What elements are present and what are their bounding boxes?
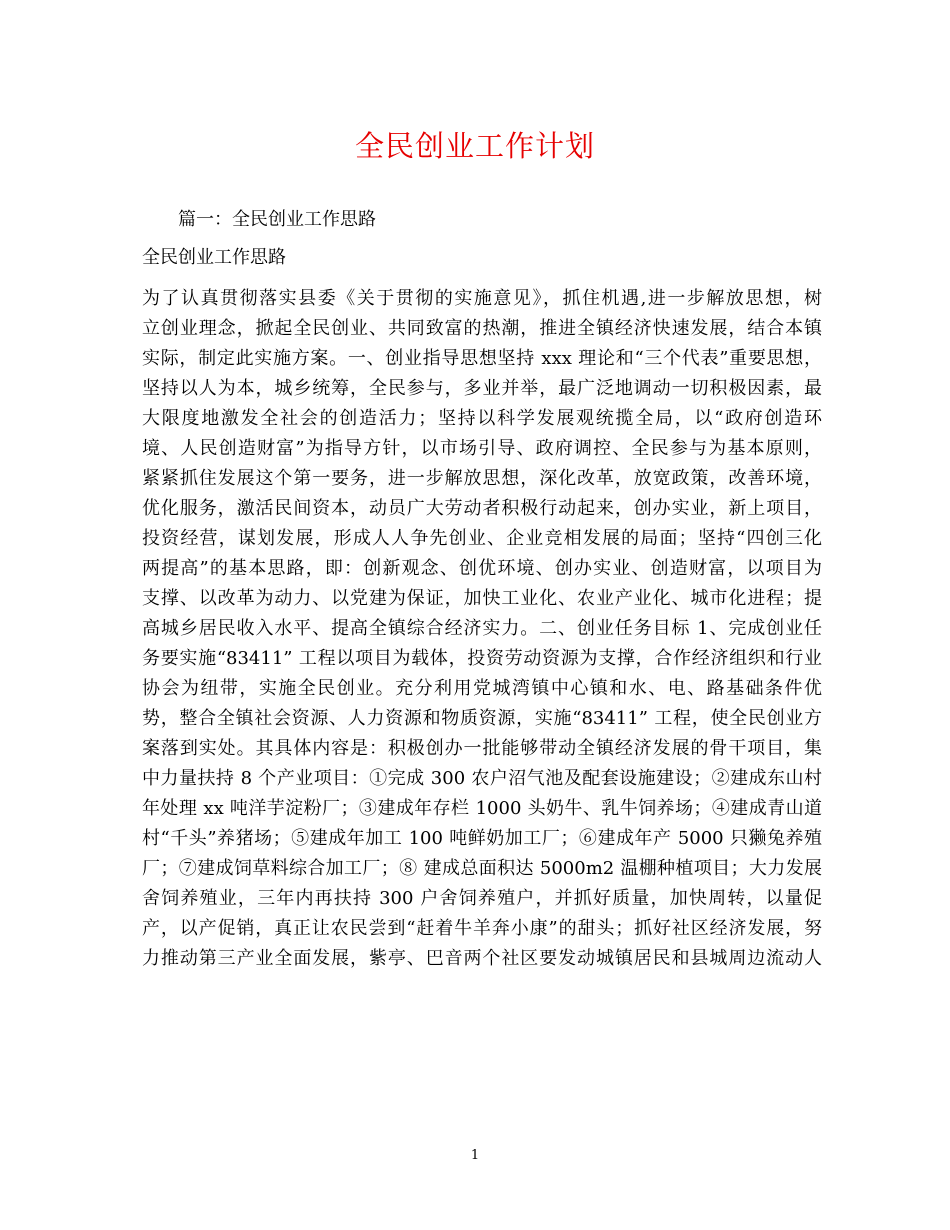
body-line: 立创业理念，掀起全民创业、共同致富的热潮，推进全镇经济快速发展，结合本镇 (142, 318, 822, 339)
body-line: 大限度地激发全社会的创造活力；坚持以科学发展观统揽全局，以“政府创造环 (142, 408, 822, 429)
body-line: 务要实施“83411” 工程以项目为载体，投资劳动资源为支撑，合作经济组织和行业 (142, 648, 822, 669)
page-number: 1 (470, 1148, 480, 1163)
body-line: 紧紧抓住发展这个第一要务，进一步解放思想，深化改革，放宽政策，改善环境， (142, 468, 822, 489)
body-line: 两提高”的基本思路，即：创新观念、创优环境、创办实业、创造财富，以项目为 (142, 558, 822, 579)
body-line: 为了认真贯彻落实县委《关于贯彻的实施意见》，抓住机遇,进一步解放思想，树 (142, 288, 822, 309)
body-line: 境、人民创造财富”为指导方针，以市场引导、政府调控、全民参与为基本原则， (142, 438, 822, 459)
body-line: 坚持以人为本，城乡统筹，全民参与，多业并举，最广泛地调动一切积极因素，最 (142, 378, 822, 399)
body-line: 高城乡居民收入水平、提高全镇综合经济实力。二、创业任务目标 1、完成创业任 (142, 618, 822, 639)
body-line: 案落到实处。其具体内容是：积极创办一批能够带动全镇经济发展的骨干项目，集 (142, 738, 822, 759)
body-line: 优化服务，激活民间资本，动员广大劳动者积极行动起来，创办实业，新上项目， (142, 498, 822, 519)
body-line: 年处理 xx 吨洋芋淀粉厂；③建成年存栏 1000 头奶牛、乳牛饲养场；④建成青山道 (142, 798, 822, 819)
document-title: 全民创业工作计划 (354, 129, 595, 163)
body-line: 协会为纽带，实施全民创业。充分利用党城湾镇中心镇和水、电、路基础条件优 (142, 678, 822, 699)
body-line: 村“千头”养猪场；⑤建成年加工 100 吨鲜奶加工厂；⑥建成年产 5000 只獭兔养殖 (142, 828, 822, 849)
body-line: 支撑、以改革为动力、以党建为保证，加快工业化、农业产业化、城市化进程；提 (142, 588, 822, 609)
body-line: 产，以产促销，真正让农民尝到“赶着牛羊奔小康”的甜头；抓好社区经济发展，努 (142, 918, 822, 939)
body-line: 舍饲养殖业，三年内再扶持 300 户舍饲养殖户，并抓好质量，加快周转，以量促 (142, 888, 822, 909)
body-line: 实际，制定此实施方案。一、创业指导思想坚持 xxx 理论和“三个代表”重要思想， (142, 348, 822, 369)
body-line: 厂；⑦建成饲草料综合加工厂；⑧ 建成总面积达 5000m2 温棚种植项目；大力发展 (142, 858, 822, 879)
body-text (142, 284, 822, 974)
section-heading: 篇一：全民创业工作思路 (178, 209, 376, 230)
body-line: 力推动第三产业全面发展，紫亭、巴音两个社区要发动城镇居民和县城周边流动人 (142, 948, 822, 969)
body-line: 中力量扶持 8 个产业项目：①完成 300 农户沼气池及配套设施建设；②建成东山村 (142, 768, 822, 789)
body-line: 投资经营，谋划发展，形成人人争先创业、企业竞相发展的局面；坚持“四创三化 (142, 528, 822, 549)
section-subtitle: 全民创业工作思路 (142, 247, 286, 268)
body-line: 势，整合全镇社会资源、人力资源和物质资源，实施“83411” 工程，使全民创业方 (142, 708, 822, 729)
